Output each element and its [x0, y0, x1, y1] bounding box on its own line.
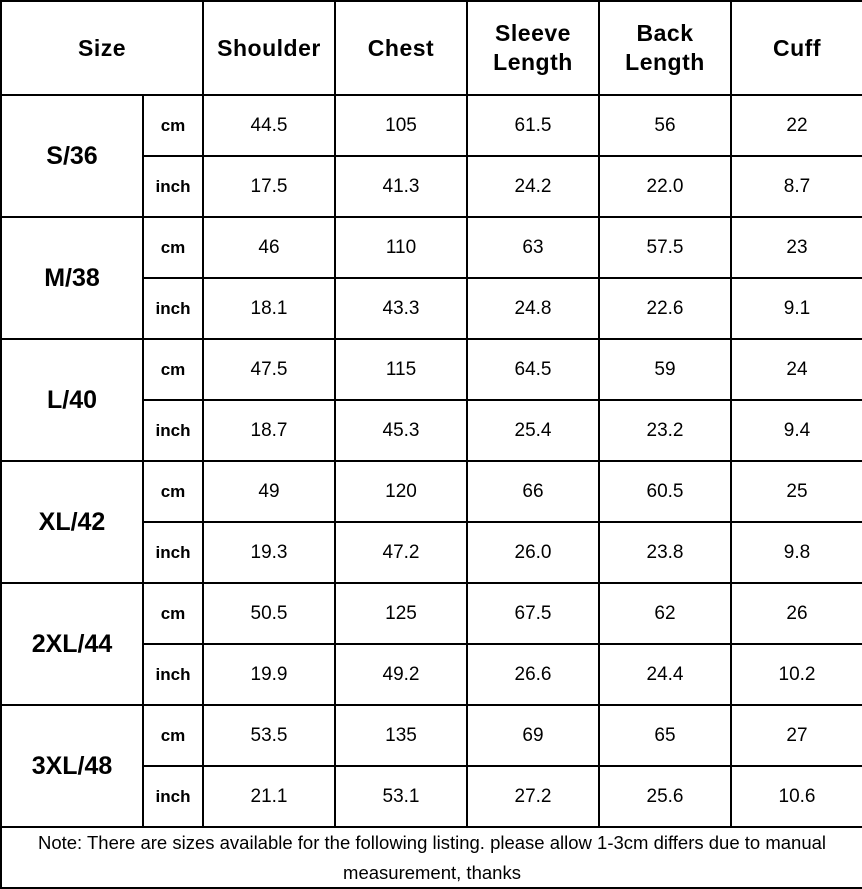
size-label: L/40 — [1, 339, 143, 461]
cell-chest-cm: 110 — [335, 217, 467, 278]
unit-label-cm: cm — [143, 583, 203, 644]
cell-chest-cm: 120 — [335, 461, 467, 522]
cell-back-cm: 65 — [599, 705, 731, 766]
table-row — [1, 583, 862, 644]
unit-label-inch: inch — [143, 156, 203, 217]
note-row — [1, 827, 862, 888]
size-label: 3XL/48 — [1, 705, 143, 827]
cell-sleeve-cm: 63 — [467, 217, 599, 278]
unit-label-cm: cm — [143, 705, 203, 766]
unit-label-inch: inch — [143, 522, 203, 583]
cell-shoulder-inch: 17.5 — [203, 156, 335, 217]
cell-sleeve-cm: 66 — [467, 461, 599, 522]
cell-cuff-cm: 22 — [731, 95, 862, 156]
cell-sleeve-inch: 24.2 — [467, 156, 599, 217]
cell-shoulder-cm: 50.5 — [203, 583, 335, 644]
cell-cuff-inch: 10.2 — [731, 644, 862, 705]
cell-back-inch: 24.4 — [599, 644, 731, 705]
cell-shoulder-cm: 53.5 — [203, 705, 335, 766]
column-header-size: Size — [1, 1, 203, 95]
cell-cuff-inch: 9.4 — [731, 400, 862, 461]
cell-chest-cm: 105 — [335, 95, 467, 156]
cell-cuff-cm: 25 — [731, 461, 862, 522]
cell-cuff-cm: 23 — [731, 217, 862, 278]
cell-sleeve-inch: 27.2 — [467, 766, 599, 827]
unit-label-inch: inch — [143, 766, 203, 827]
cell-shoulder-inch: 19.9 — [203, 644, 335, 705]
cell-sleeve-cm: 67.5 — [467, 583, 599, 644]
unit-label-cm: cm — [143, 95, 203, 156]
table-header — [1, 1, 862, 95]
note-line-1: Note: There are sizes available for the following listing. please allow 1-3cm differs due to manual — [37, 832, 827, 853]
cell-shoulder-cm: 49 — [203, 461, 335, 522]
cell-back-inch: 23.2 — [599, 400, 731, 461]
unit-label-inch: inch — [143, 278, 203, 339]
cell-back-inch: 25.6 — [599, 766, 731, 827]
size-label: M/38 — [1, 217, 143, 339]
cell-sleeve-inch: 24.8 — [467, 278, 599, 339]
cell-chest-inch: 49.2 — [335, 644, 467, 705]
note-line-2: measurement, thanks — [343, 861, 521, 883]
column-header-cuff: Cuff — [731, 1, 862, 95]
cell-chest-inch: 41.3 — [335, 156, 467, 217]
table-row — [1, 339, 862, 400]
column-header-chest: Chest — [335, 1, 467, 95]
cell-back-inch: 23.8 — [599, 522, 731, 583]
cell-back-cm: 56 — [599, 95, 731, 156]
table-row — [1, 95, 862, 156]
unit-label-inch: inch — [143, 400, 203, 461]
cell-chest-inch: 53.1 — [335, 766, 467, 827]
cell-chest-inch: 43.3 — [335, 278, 467, 339]
cell-back-cm: 62 — [599, 583, 731, 644]
cell-cuff-cm: 27 — [731, 705, 862, 766]
cell-shoulder-inch: 18.1 — [203, 278, 335, 339]
cell-back-inch: 22.0 — [599, 156, 731, 217]
size-label: XL/42 — [1, 461, 143, 583]
cell-back-cm: 60.5 — [599, 461, 731, 522]
column-header-sleeve-length-line1: Sleeve — [495, 20, 571, 47]
cell-sleeve-inch: 26.6 — [467, 644, 599, 705]
cell-back-cm: 59 — [599, 339, 731, 400]
cell-sleeve-cm: 64.5 — [467, 339, 599, 400]
table-row — [1, 461, 862, 522]
cell-shoulder-cm: 46 — [203, 217, 335, 278]
cell-chest-inch: 47.2 — [335, 522, 467, 583]
cell-sleeve-inch: 26.0 — [467, 522, 599, 583]
cell-shoulder-inch: 18.7 — [203, 400, 335, 461]
table-body — [1, 95, 862, 888]
cell-chest-cm: 115 — [335, 339, 467, 400]
cell-cuff-inch: 9.8 — [731, 522, 862, 583]
unit-label-cm: cm — [143, 217, 203, 278]
cell-chest-inch: 45.3 — [335, 400, 467, 461]
cell-shoulder-cm: 44.5 — [203, 95, 335, 156]
table-row — [1, 705, 862, 766]
note-text — [1, 827, 862, 888]
cell-shoulder-inch: 19.3 — [203, 522, 335, 583]
unit-label-cm: cm — [143, 461, 203, 522]
column-header-shoulder: Shoulder — [203, 1, 335, 95]
cell-cuff-inch: 10.6 — [731, 766, 862, 827]
unit-label-cm: cm — [143, 339, 203, 400]
table-row — [1, 217, 862, 278]
cell-cuff-cm: 26 — [731, 583, 862, 644]
column-header-back-length-line2: Length — [625, 49, 705, 75]
cell-cuff-inch: 9.1 — [731, 278, 862, 339]
cell-sleeve-cm: 61.5 — [467, 95, 599, 156]
cell-shoulder-cm: 47.5 — [203, 339, 335, 400]
cell-back-inch: 22.6 — [599, 278, 731, 339]
cell-chest-cm: 135 — [335, 705, 467, 766]
cell-sleeve-cm: 69 — [467, 705, 599, 766]
cell-back-cm: 57.5 — [599, 217, 731, 278]
column-header-back-length-line1: Back — [636, 20, 694, 47]
column-header-sleeve-length — [467, 1, 599, 95]
cell-cuff-cm: 24 — [731, 339, 862, 400]
size-label: S/36 — [1, 95, 143, 217]
cell-sleeve-inch: 25.4 — [467, 400, 599, 461]
cell-chest-cm: 125 — [335, 583, 467, 644]
cell-cuff-inch: 8.7 — [731, 156, 862, 217]
column-header-sleeve-length-line2: Length — [493, 49, 573, 75]
header-row — [1, 1, 862, 95]
unit-label-inch: inch — [143, 644, 203, 705]
column-header-back-length — [599, 1, 731, 95]
cell-shoulder-inch: 21.1 — [203, 766, 335, 827]
size-label: 2XL/44 — [1, 583, 143, 705]
